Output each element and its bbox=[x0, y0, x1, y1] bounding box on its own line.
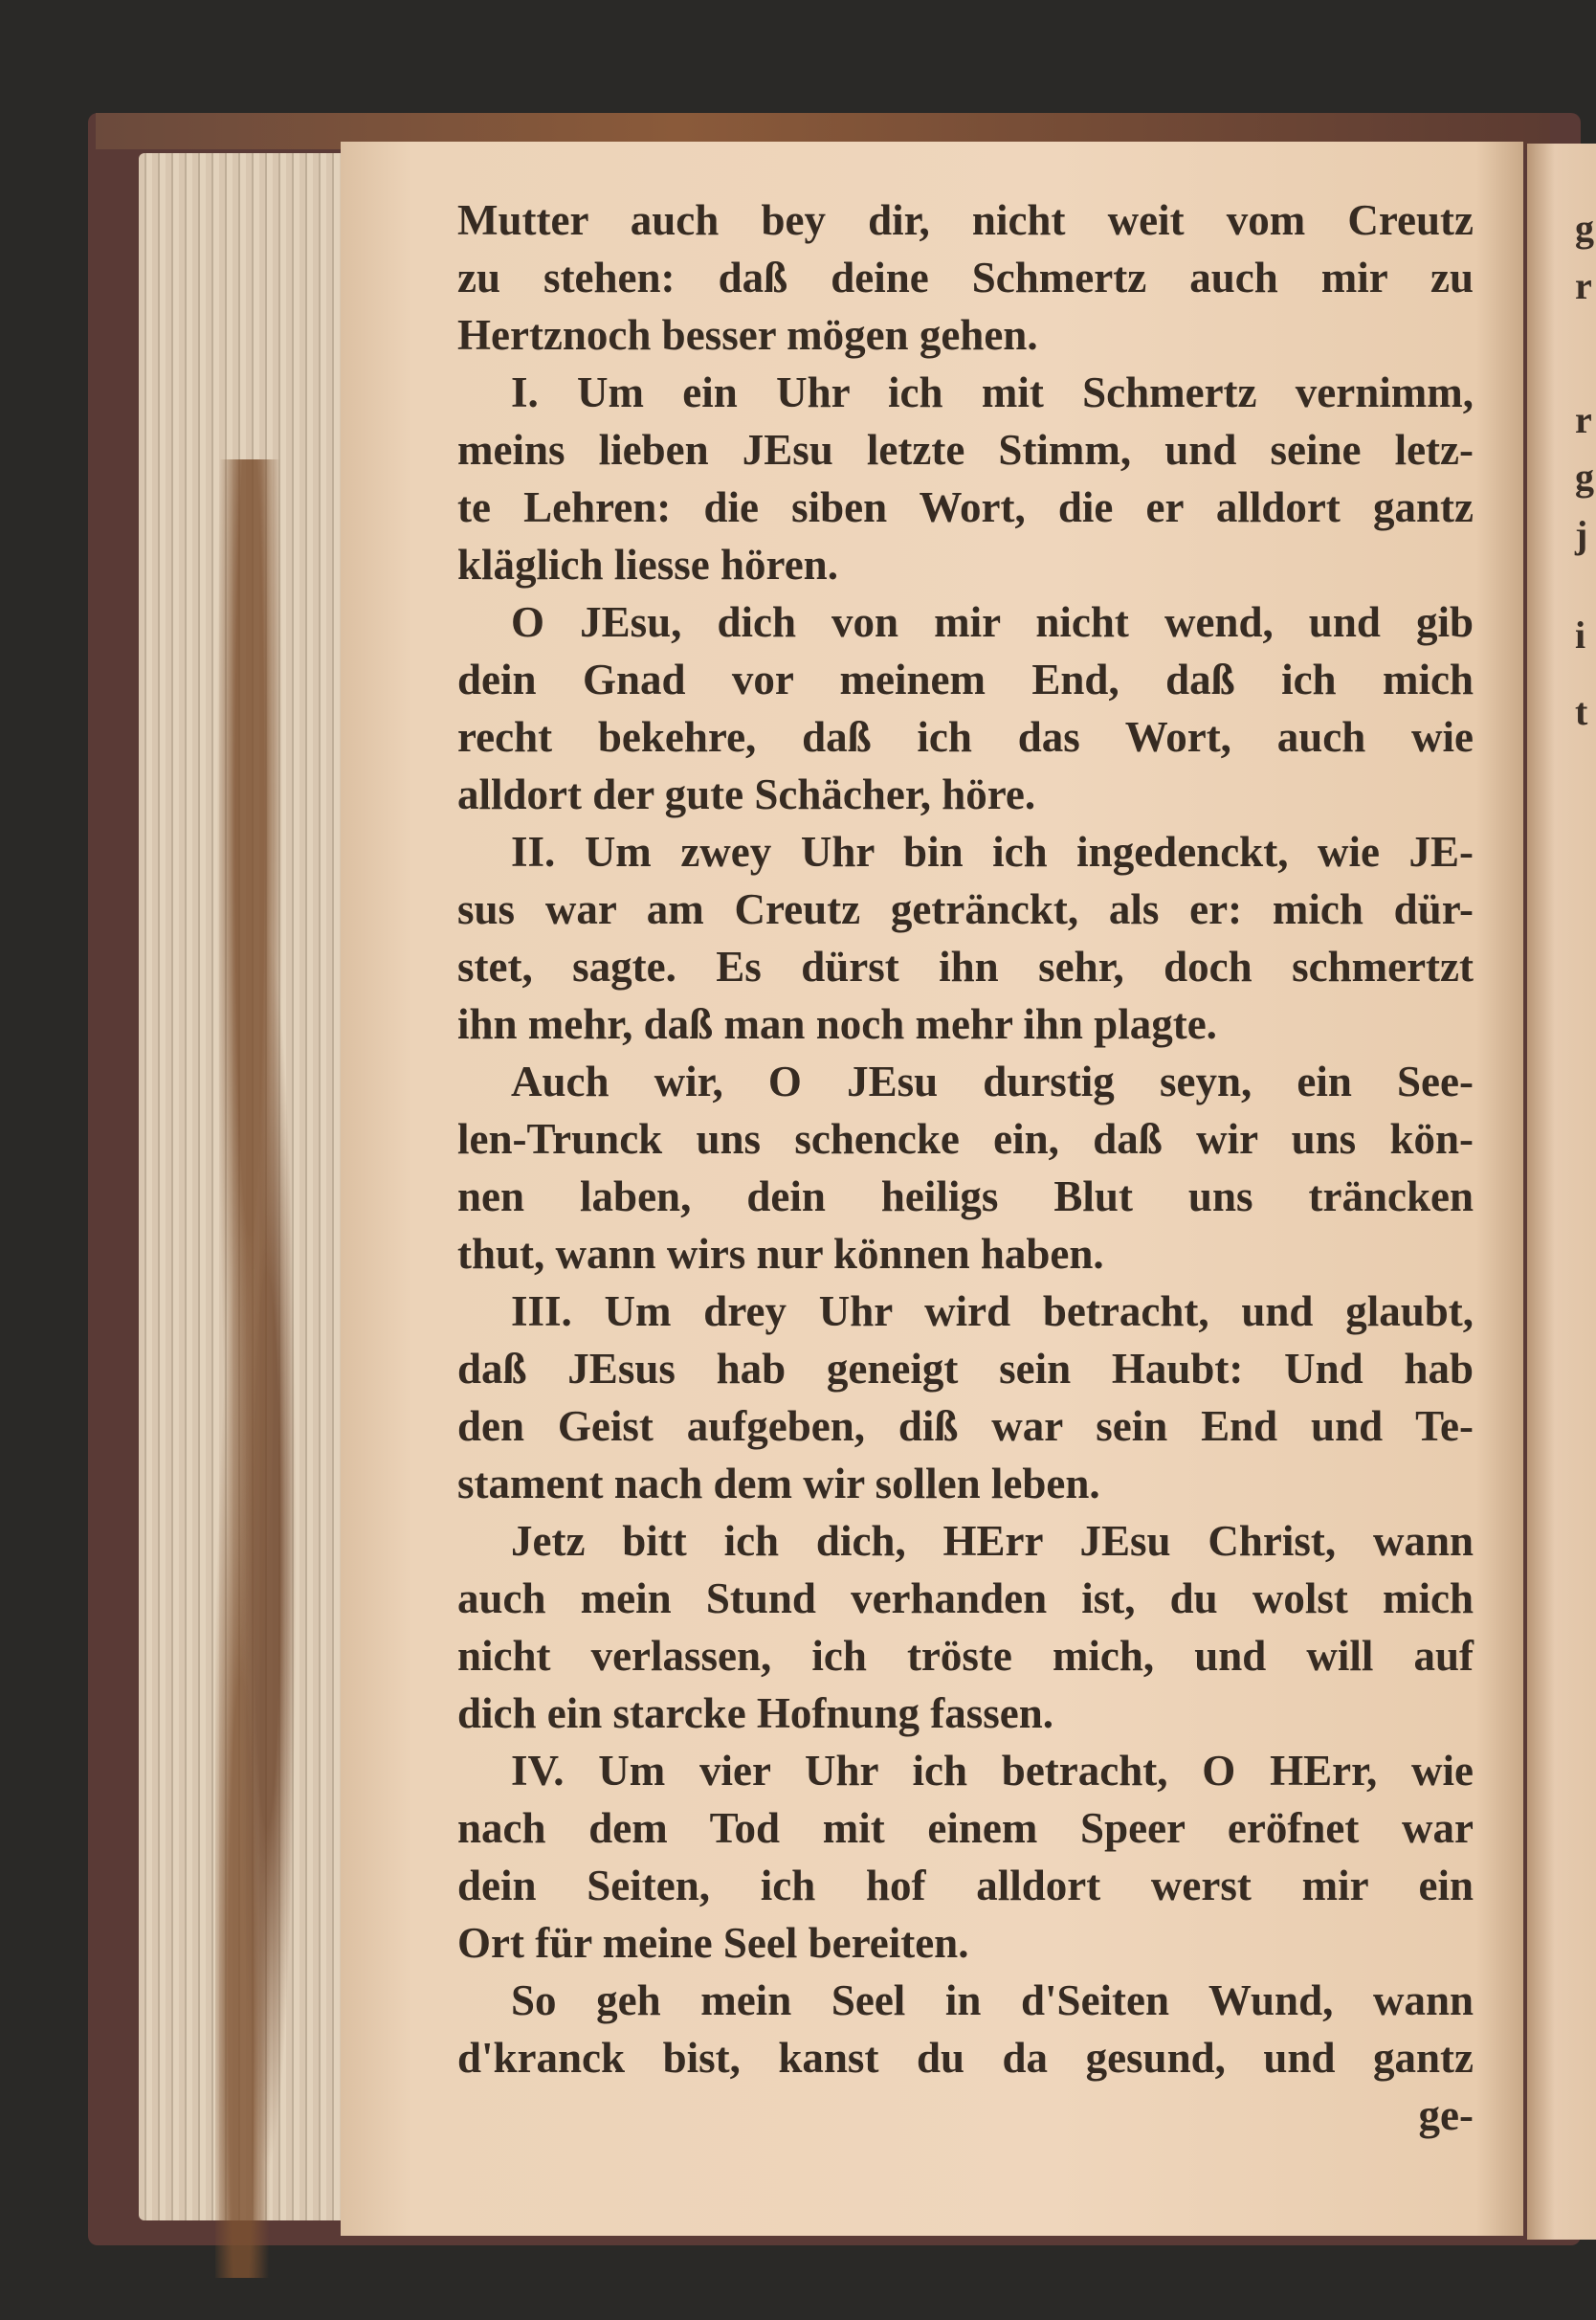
facing-page-letter: j bbox=[1575, 513, 1588, 556]
text-line: zu stehen: daß deine Schmertz auch mir zu bbox=[457, 254, 1474, 301]
text-line: auch mein Stund verhanden ist, du wolst mich bbox=[457, 1574, 1474, 1622]
text-line: te Lehren: die siben Wort, die er alldort gantz bbox=[457, 483, 1474, 531]
text-line: alldort der gute Schächer, höre. bbox=[457, 770, 1036, 818]
text-line: stament nach dem wir sollen leben. bbox=[457, 1460, 1100, 1507]
facing-page-letter: i bbox=[1575, 613, 1586, 657]
text-line: dein Seiten, ich hof alldort werst mir ein bbox=[457, 1862, 1474, 1909]
page-edges bbox=[139, 153, 349, 2220]
facing-page-letter: t bbox=[1575, 690, 1588, 733]
text-line: nach dem Tod mit einem Speer eröfnet war bbox=[457, 1804, 1474, 1852]
text-line: d'kranck bist, kanst du da gesund, und gantz bbox=[457, 2034, 1474, 2082]
text-line: Mutter auch bey dir, nicht weit vom Creutz bbox=[457, 196, 1474, 244]
text-line: O JEsu, dich von mir nicht wend, und gib bbox=[511, 598, 1474, 646]
facing-page-letter: g bbox=[1575, 207, 1594, 250]
text-line: daß JEsus hab geneigt sein Haubt: Und hab bbox=[457, 1345, 1474, 1393]
facing-page-letter: r bbox=[1575, 264, 1592, 307]
text-line: I. Um ein Uhr ich mit Schmertz vernimm, bbox=[511, 368, 1474, 416]
text-line: dein Gnad vor meinem End, daß ich mich bbox=[457, 656, 1474, 703]
text-line: thut, wann wirs nur können haben. bbox=[457, 1230, 1104, 1278]
text-line: II. Um zwey Uhr bin ich ingedenckt, wie JE- bbox=[511, 828, 1474, 876]
text-line: sus war am Creutz getränckt, als er: mich dür- bbox=[457, 885, 1474, 933]
facing-page-letter: r bbox=[1575, 398, 1592, 441]
text-line: meins lieben JEsu letzte Stimm, und seine letz- bbox=[457, 426, 1474, 474]
text-line: Jetz bitt ich dich, HErr JEsu Christ, wann bbox=[511, 1517, 1474, 1565]
facing-page-letter: g bbox=[1575, 456, 1594, 499]
text-line: So geh mein Seel in d'Seiten Wund, wann bbox=[511, 1976, 1474, 2024]
page-edge-stains bbox=[215, 459, 301, 2278]
text-line: den Geist aufgeben, diß war sein End und Te- bbox=[457, 1402, 1474, 1450]
text-line: nen laben, dein heiligs Blut uns träncken bbox=[457, 1172, 1474, 1220]
text-line: III. Um drey Uhr wird betracht, und glaubt, bbox=[511, 1287, 1474, 1335]
text-line: stet, sagte. Es dürst ihn sehr, doch schmertzt bbox=[457, 943, 1474, 991]
text-line: nicht verlassen, ich tröste mich, und will auf bbox=[457, 1632, 1474, 1680]
catchword: ge- bbox=[1418, 2091, 1474, 2139]
text-line: Ort für meine Seel bereiten. bbox=[457, 1919, 969, 1967]
text-line: dich ein starcke Hofnung fassen. bbox=[457, 1689, 1053, 1737]
text-line: ihn mehr, daß man noch mehr ihn plagte. bbox=[457, 1000, 1217, 1048]
text-line: Auch wir, O JEsu durstig seyn, ein See- bbox=[511, 1058, 1474, 1105]
text-line: Hertznoch besser mögen gehen. bbox=[457, 311, 1038, 359]
text-line: IV. Um vier Uhr ich betracht, O HErr, wie bbox=[511, 1747, 1474, 1795]
text-line: kläglich liesse hören. bbox=[457, 541, 838, 589]
text-line: recht bekehre, daß ich das Wort, auch wie bbox=[457, 713, 1474, 761]
page-text bbox=[457, 191, 1474, 2144]
text-line: len-Trunck uns schencke ein, daß wir uns kön- bbox=[457, 1115, 1474, 1163]
